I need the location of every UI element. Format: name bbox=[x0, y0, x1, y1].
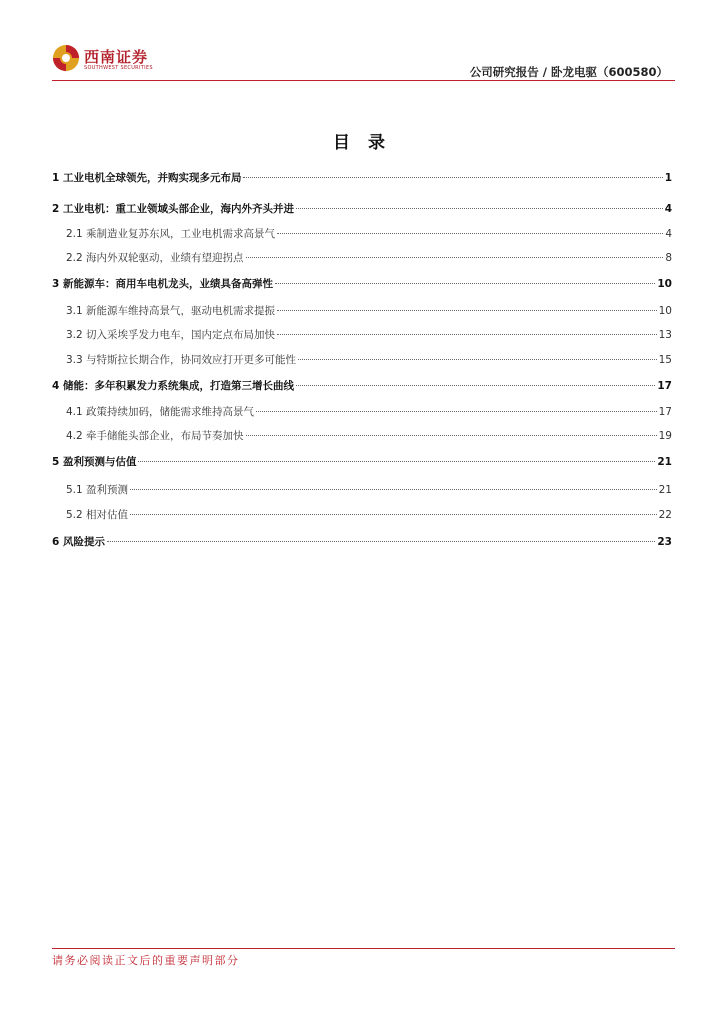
toc-entry[interactable] bbox=[52, 226, 672, 241]
toc-entry-label: 4 储能：多年积累发力系统集成，打造第三增长曲线 bbox=[52, 380, 294, 392]
toc-entry[interactable] bbox=[52, 303, 672, 318]
toc-dot-leader bbox=[138, 461, 655, 462]
toc-entry-label: 5.1 盈利预测 bbox=[66, 484, 129, 496]
toc-entry-page: 10 bbox=[657, 278, 672, 290]
toc-entry-page: 4 bbox=[664, 203, 672, 215]
toc-entry-label: 2 工业电机：重工业领域头部企业，海内外齐头并进 bbox=[52, 203, 294, 215]
toc-entry-label: 5 盈利预测与估值 bbox=[52, 456, 137, 468]
toc-entry-page: 17 bbox=[658, 406, 672, 418]
toc-dot-leader bbox=[130, 489, 657, 490]
toc-entry[interactable] bbox=[52, 327, 672, 342]
toc-entry-page: 4 bbox=[665, 228, 672, 240]
toc-entry-page: 8 bbox=[665, 252, 672, 264]
toc-dot-leader bbox=[107, 541, 655, 542]
report-header-title: 公司研究报告 / 卧龙电驱（600580） bbox=[469, 65, 668, 79]
toc-dot-leader bbox=[298, 359, 657, 360]
toc-dot-leader bbox=[296, 208, 663, 209]
toc-entry-page: 23 bbox=[657, 536, 672, 548]
toc-entry-page: 17 bbox=[657, 380, 672, 392]
toc-entry[interactable] bbox=[52, 454, 672, 469]
toc-entry[interactable] bbox=[52, 482, 672, 497]
toc-entry[interactable] bbox=[52, 404, 672, 419]
company-logo bbox=[52, 44, 172, 76]
toc-entry-page: 19 bbox=[658, 430, 672, 442]
toc-entry-label: 5.2 相对估值 bbox=[66, 509, 129, 521]
toc-entry[interactable] bbox=[52, 201, 672, 216]
toc-entry-page: 21 bbox=[657, 456, 672, 468]
toc-entry-page: 13 bbox=[658, 329, 672, 341]
toc-entry-page: 22 bbox=[658, 509, 672, 521]
header-divider bbox=[52, 80, 675, 81]
toc-entry-label: 4.2 牵手储能头部企业，布局节奏加快 bbox=[66, 430, 244, 442]
toc-entry-page: 1 bbox=[664, 172, 672, 184]
toc-entry[interactable] bbox=[52, 250, 672, 265]
toc-dot-leader bbox=[256, 411, 657, 412]
logo-chinese-name: 西南证券 bbox=[84, 48, 149, 66]
footer-divider bbox=[52, 948, 675, 949]
toc-entry-label: 3.3 与特斯拉长期合作，协同效应打开更多可能性 bbox=[66, 354, 297, 366]
logo-english-name: SOUTHWEST SECURITIES bbox=[84, 65, 153, 71]
toc-dot-leader bbox=[130, 514, 657, 515]
toc-dot-leader bbox=[277, 310, 657, 311]
southwest-securities-logo-icon bbox=[52, 44, 80, 72]
toc-dot-leader bbox=[243, 177, 662, 178]
toc-dot-leader bbox=[246, 435, 657, 436]
toc-dot-leader bbox=[277, 334, 657, 335]
toc-entry-page: 21 bbox=[658, 484, 672, 496]
toc-entry-label: 2.2 海内外双轮驱动，业绩有望迎拐点 bbox=[66, 252, 244, 264]
toc-title: 目 录 bbox=[333, 133, 391, 153]
toc-dot-leader bbox=[296, 385, 655, 386]
toc-entry-label: 2.1 乘制造业复苏东风，工业电机需求高景气 bbox=[66, 228, 276, 240]
toc-dot-leader bbox=[246, 257, 664, 258]
toc-entry-label: 3.2 切入采埃孚发力电车，国内定点布局加快 bbox=[66, 329, 276, 341]
toc-entry-label: 3 新能源车：商用车电机龙头，业绩具备高弹性 bbox=[52, 278, 273, 290]
toc-entry[interactable] bbox=[52, 170, 672, 185]
toc-entry[interactable] bbox=[52, 534, 672, 549]
toc-entry[interactable] bbox=[52, 276, 672, 291]
footer-disclaimer: 请务必阅读正文后的重要声明部分 bbox=[52, 954, 240, 967]
toc-dot-leader bbox=[277, 233, 663, 234]
toc-entry[interactable] bbox=[52, 378, 672, 393]
toc-dot-leader bbox=[275, 283, 655, 284]
toc-entry[interactable] bbox=[52, 428, 672, 443]
toc-entry-page: 10 bbox=[658, 305, 672, 317]
toc-entry-page: 15 bbox=[658, 354, 672, 366]
toc-entry-label: 1 工业电机全球领先，并购实现多元布局 bbox=[52, 172, 242, 184]
toc-entry[interactable] bbox=[52, 507, 672, 522]
toc-entry-label: 4.1 政策持续加码，储能需求维持高景气 bbox=[66, 406, 255, 418]
toc-entry-label: 6 风险提示 bbox=[52, 536, 105, 548]
toc-entry-label: 3.1 新能源车维持高景气，驱动电机需求提振 bbox=[66, 305, 276, 317]
toc-entry[interactable] bbox=[52, 352, 672, 367]
